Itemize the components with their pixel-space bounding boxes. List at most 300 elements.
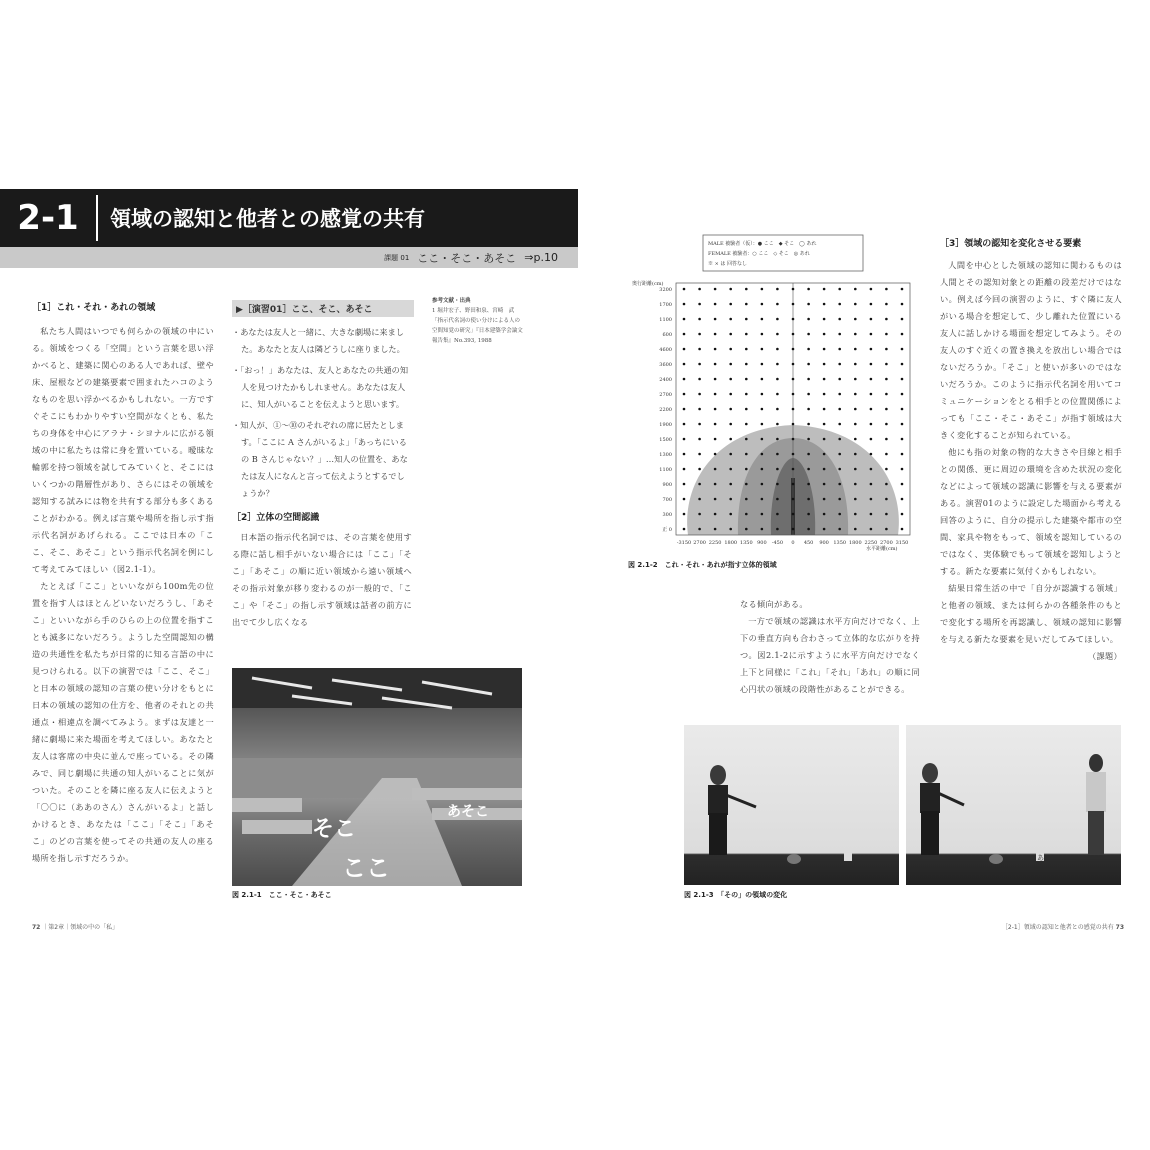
legend-line-3: ※ × は 回答なし	[708, 261, 747, 267]
chart-point	[714, 438, 717, 441]
chart-point	[870, 303, 873, 306]
y-tick-label: 1100	[659, 317, 672, 323]
chart-point	[776, 363, 779, 366]
chart-point	[885, 348, 888, 351]
wall-photo-1-drawing	[684, 725, 899, 885]
chart-point	[792, 288, 795, 291]
chart-point	[761, 363, 764, 366]
y-tick-label: 1300	[659, 452, 672, 458]
heading-1: ［1］これ・それ・あれの領域	[32, 303, 156, 313]
chart-point	[776, 483, 779, 486]
chart-point	[792, 318, 795, 321]
y-tick-label: 700	[662, 497, 672, 503]
chart-point	[901, 393, 904, 396]
chart-point	[698, 438, 701, 441]
x-tick-label: 2700	[693, 540, 706, 546]
chart-point	[854, 513, 857, 516]
chart-point	[838, 528, 841, 531]
chart-point	[761, 438, 764, 441]
chart-x-ticks	[677, 540, 909, 546]
chart-point	[870, 333, 873, 336]
chart-point	[885, 333, 888, 336]
chart-point	[870, 468, 873, 471]
chart-point	[854, 363, 857, 366]
x-tick-label: 3150	[895, 540, 909, 546]
chart-point	[745, 468, 748, 471]
chart-point	[776, 318, 779, 321]
chart-point	[761, 498, 764, 501]
chart-point	[729, 363, 732, 366]
chart-point	[792, 348, 795, 351]
chart-point	[807, 498, 810, 501]
chart-point	[792, 438, 795, 441]
x-tick-label: -450	[771, 540, 784, 546]
chart-point	[698, 363, 701, 366]
chart-point	[761, 513, 764, 516]
chart-point	[761, 468, 764, 471]
chart-svg	[628, 233, 928, 563]
x-tick-label: -3150	[676, 540, 692, 546]
chart-point	[729, 333, 732, 336]
chart-point	[683, 288, 686, 291]
chart-point	[714, 468, 717, 471]
chart-point	[854, 438, 857, 441]
chart-point	[807, 288, 810, 291]
y-tick-label: 300	[662, 512, 672, 518]
chart-point	[885, 468, 888, 471]
chart-point	[870, 528, 873, 531]
heading-2: ［2］立体の空間認識	[232, 513, 320, 523]
chart-point	[729, 483, 732, 486]
office-photo-drawing	[232, 668, 522, 886]
column-2	[232, 324, 412, 631]
chart-point	[854, 288, 857, 291]
chart-point	[854, 378, 857, 381]
y-tick-label: 1100	[659, 467, 672, 473]
chart-point	[792, 468, 795, 471]
task-tag: 課題 01	[384, 253, 410, 262]
column-1	[32, 300, 214, 867]
chart-point	[714, 333, 717, 336]
paragraph-7: 他にも指の対象の物的な大きさや目線と相手との関係、更に周辺の環境を含めた状況の変化などによって領域の認識に影響を与える要素がある。演習01のように設定した場面から考える回答のように、自分の提示した建築や都市の空間、家具や物をもって、領域を認知しているのではなく、実体験でもって領域を認知しようとする。新たな要素に気付くかもしれない。	[940, 447, 1122, 576]
chart-point	[729, 513, 732, 516]
chart-point	[854, 423, 857, 426]
y-tick-label: 1500	[659, 437, 672, 443]
chart-point	[714, 408, 717, 411]
chart-point	[838, 453, 841, 456]
chart-point	[901, 288, 904, 291]
chart-point	[885, 363, 888, 366]
chart-point	[714, 378, 717, 381]
chart-point	[729, 438, 732, 441]
section-number: 2-1	[17, 198, 79, 238]
chart-point	[885, 423, 888, 426]
chart-point	[698, 468, 701, 471]
chart-point	[792, 528, 795, 531]
chart-point	[761, 288, 764, 291]
wall-photo-2	[906, 725, 1121, 885]
chart-point	[901, 453, 904, 456]
chart-point	[870, 393, 873, 396]
chart-point	[870, 498, 873, 501]
chart-point	[698, 408, 701, 411]
chart-point	[776, 513, 779, 516]
header-divider	[96, 195, 98, 241]
bullet-1: ・あなたは友人と一緒に、大きな劇場に来ました。あなたと友人は隣どうしに座りました。	[232, 327, 405, 354]
chart-point	[823, 363, 826, 366]
chart-point	[854, 303, 857, 306]
chart-point	[683, 378, 686, 381]
chart-point	[823, 393, 826, 396]
chart-point	[698, 333, 701, 336]
chart-point	[870, 363, 873, 366]
chart-point	[901, 378, 904, 381]
chart-point	[901, 303, 904, 306]
chart-point	[823, 408, 826, 411]
chart-point	[745, 528, 748, 531]
chart-point	[714, 528, 717, 531]
chart-point	[683, 393, 686, 396]
chart-point	[885, 483, 888, 486]
chart-point	[885, 288, 888, 291]
chart-point	[885, 378, 888, 381]
x-tick-label: 0	[791, 540, 795, 546]
chart-point	[761, 483, 764, 486]
chart-point	[838, 318, 841, 321]
chart-point	[714, 513, 717, 516]
x-tick-label: 1800	[724, 540, 738, 546]
chart-point	[823, 303, 826, 306]
chart-point	[698, 483, 701, 486]
chart-point	[776, 423, 779, 426]
chart-point	[698, 318, 701, 321]
chart-point	[792, 453, 795, 456]
chart-point	[683, 333, 686, 336]
chart-point	[683, 528, 686, 531]
bullet-2: ・「おっ！」あなたは、友人とあなたの共通の知人を見つけたかもしれません。あなたは友人に、知人がいることを伝えようと思います。	[232, 365, 409, 409]
chart-point	[729, 528, 732, 531]
chart-point	[761, 453, 764, 456]
chart-point	[807, 468, 810, 471]
chart-point	[729, 318, 732, 321]
chart-point	[870, 423, 873, 426]
y-tick-label: 2700	[659, 392, 672, 398]
chart-point	[792, 483, 795, 486]
spatial-chart	[628, 233, 928, 563]
y-tick-label: 2200	[659, 407, 672, 413]
chart-point	[745, 498, 748, 501]
x-tick-label: 2250	[864, 540, 878, 546]
chart-point	[683, 498, 686, 501]
chart-point	[776, 528, 779, 531]
chart-point	[807, 408, 810, 411]
y-axis-label: 奥行距離(cm)	[632, 281, 664, 287]
chart-point	[761, 318, 764, 321]
label-soko: そこ	[312, 817, 357, 842]
chart-point	[838, 393, 841, 396]
end-mark: （課題）	[1088, 651, 1122, 661]
chart-point	[901, 483, 904, 486]
chart-point	[698, 288, 701, 291]
chart-point	[870, 438, 873, 441]
chart-point	[854, 453, 857, 456]
footer-right	[1002, 922, 1124, 931]
footer-left-text: ｜第2章｜領域の中の「私」	[42, 924, 119, 931]
chart-point	[885, 528, 888, 531]
chart-point	[901, 348, 904, 351]
chart-point	[838, 333, 841, 336]
chart-point	[823, 288, 826, 291]
chart-point	[870, 348, 873, 351]
chart-point	[823, 348, 826, 351]
chart-point	[776, 378, 779, 381]
figure-caption-2: 図 2.1-2 これ・それ・あれが指す立体的領域	[628, 561, 777, 569]
chart-point	[885, 393, 888, 396]
chart-point	[838, 303, 841, 306]
references-label: 参考文献・出典	[432, 298, 471, 304]
chart-point	[683, 408, 686, 411]
chart-point	[807, 363, 810, 366]
label-a: あ	[1037, 854, 1044, 862]
section-title: 領域の認知と他者との感覚の共有	[110, 207, 425, 231]
chart-point	[761, 423, 764, 426]
page-number-left: 72	[32, 924, 41, 931]
chart-point	[870, 378, 873, 381]
chart-point	[807, 393, 810, 396]
chart-point	[698, 498, 701, 501]
chart-point	[729, 468, 732, 471]
chart-point	[761, 333, 764, 336]
chart-point	[870, 453, 873, 456]
chart-point	[714, 348, 717, 351]
y-tick-label: 4600	[659, 347, 672, 353]
chart-point	[823, 438, 826, 441]
column-4	[940, 236, 1122, 665]
y-tick-label: 3600	[659, 362, 672, 368]
chart-point	[745, 318, 748, 321]
chart-point	[823, 423, 826, 426]
chart-point	[761, 378, 764, 381]
chart-point	[838, 378, 841, 381]
paragraph-2: たとえば「ここ」といいながら100m先の位置を指す人はほとんどいないだろうし、「あそこ」といいながら手のひらの上の位置を指すことも滅多にないだろう。ようした空間認知の構造の共通性を私たちが日常的に知る言語の中に見つけられる。以下の演習では「ここ、そこ」と日本の領域の認知の言葉の使い分けをもとに日本の領域の認知の仕方を、他者のそれとの共通点・相違点を調べてみよう。まずは友達と一緒に劇場に来た場面を考えてほしい。あなたと友人は客席の中央に並んで座っている。その隣みで、同じ劇場に共通の知人がいることに気がついた。そのことを隣に座る友人に伝えようと「〇〇に（ああのさん）さんがいるよ」と話しかけるとき、あなたは「ここ」「そこ」「あそこ」のどの言葉を使ってその共通の友人の座る場所を指し示すだろうか。	[32, 581, 214, 863]
chart-point	[698, 453, 701, 456]
chart-point	[901, 423, 904, 426]
wall-photo-2-drawing	[906, 725, 1121, 885]
chart-point	[901, 333, 904, 336]
chart-point	[698, 378, 701, 381]
bullet-3: ・知人が、①〜⑩のそれぞれの席に居たとします。「ここに A さんがいるよ」「あっちにいるの B さんじゃない？」…知人の位置を、あなたは友人になんと言って伝えようとするでしょうか？	[232, 420, 408, 498]
chart-point	[698, 348, 701, 351]
chart-point	[729, 453, 732, 456]
chart-point	[838, 423, 841, 426]
chart-point	[761, 303, 764, 306]
x-axis-label: 水平距離(cm)	[866, 546, 898, 552]
task-title: ここ・そこ・あそこ	[417, 251, 517, 265]
chart-point	[885, 303, 888, 306]
chart-point	[854, 348, 857, 351]
chart-point	[823, 333, 826, 336]
exercise-label: ▶［演習01］ここ、そこ、あそこ	[232, 300, 414, 317]
wall-photo-1	[684, 725, 899, 885]
chart-point	[870, 408, 873, 411]
chart-point	[745, 513, 748, 516]
chart-point	[776, 438, 779, 441]
chart-point	[745, 423, 748, 426]
chart-point	[792, 423, 795, 426]
paragraph-8: 結果日常生活の中で「自分が認識する領域」と他者の領域、または何らかの各種条件のもとで変化する場所を再認識し、領域の認知に影響を与える新たな要素を見いだしてみてほしい。	[940, 583, 1122, 644]
chart-point	[792, 303, 795, 306]
column-3	[740, 596, 920, 698]
chart-point	[729, 498, 732, 501]
chart-point	[714, 288, 717, 291]
chart-point	[792, 498, 795, 501]
chart-point	[683, 318, 686, 321]
chart-point	[729, 378, 732, 381]
chart-point	[838, 408, 841, 411]
chart-point	[792, 363, 795, 366]
chart-point	[901, 318, 904, 321]
chart-point	[854, 333, 857, 336]
chart-point	[776, 498, 779, 501]
chart-point	[870, 483, 873, 486]
y-tick-label: 2400	[659, 377, 672, 383]
chart-point	[761, 393, 764, 396]
chart-point	[823, 483, 826, 486]
chart-point	[714, 453, 717, 456]
chart-point	[729, 408, 732, 411]
subheader-band	[0, 247, 578, 268]
chart-point	[792, 378, 795, 381]
y-tick-label: 600	[662, 332, 672, 338]
chart-point	[776, 408, 779, 411]
chart-point	[838, 468, 841, 471]
chart-point	[683, 363, 686, 366]
chart-point	[901, 438, 904, 441]
chart-point	[683, 348, 686, 351]
chart-point	[838, 483, 841, 486]
chart-point	[885, 318, 888, 321]
chart-point	[807, 303, 810, 306]
chart-point	[885, 438, 888, 441]
chart-point	[745, 438, 748, 441]
legend-line-1: MALE 被験者（仮）：● ここ ◆ そこ ◯ あれ	[708, 241, 817, 247]
chart-point	[823, 378, 826, 381]
chart-point	[698, 528, 701, 531]
x-tick-label: 2250	[708, 540, 722, 546]
chart-point	[714, 423, 717, 426]
x-tick-label: 2700	[880, 540, 893, 546]
figure-caption-3: 図 2.1-3 「その」の領域の変化	[684, 891, 788, 899]
chart-point	[901, 468, 904, 471]
chart-point	[729, 288, 732, 291]
chart-point	[792, 408, 795, 411]
chart-point	[807, 348, 810, 351]
chart-point	[823, 453, 826, 456]
chart-point	[698, 393, 701, 396]
chart-point	[714, 483, 717, 486]
chart-point	[807, 333, 810, 336]
chart-point	[714, 363, 717, 366]
y-tick-label: 3200	[659, 287, 672, 293]
chart-y-ticks	[659, 287, 672, 533]
chart-point	[714, 498, 717, 501]
paragraph-5: 一方で領域の認識は水平方向だけでなく、上下の垂直方向も合わさって立体的な広がりを持つ。図2.1-2に示すように水平方向だけでなく上下と同様に「これ」「それ」「あれ」の順に同心円状の領域の段階性があることができる。	[740, 616, 920, 694]
x-tick-label: 900	[757, 540, 767, 546]
chart-point	[807, 483, 810, 486]
references-text: 1 堀井宏子、野田和泉、宮崎 武 「指示代名詞の使い分けによる人の空間知覚の研究」『日本建築学会論文報告集』No.393, 1988	[432, 308, 523, 344]
chart-point	[885, 513, 888, 516]
chart-point	[776, 468, 779, 471]
chart-point	[776, 393, 779, 396]
chart-point	[761, 528, 764, 531]
chart-point	[714, 318, 717, 321]
chart-point	[870, 318, 873, 321]
x-tick-label: 900	[819, 540, 829, 546]
chart-point	[776, 303, 779, 306]
chart-point	[698, 303, 701, 306]
figure-caption-1: 図 2.1-1 ここ・そこ・あそこ	[232, 891, 332, 899]
chart-point	[745, 378, 748, 381]
chart-point	[823, 318, 826, 321]
page-number-right: 73	[1115, 924, 1124, 931]
heading-3: ［3］領域の認知を変化させる要素	[940, 239, 1082, 249]
chart-point	[729, 348, 732, 351]
chart-point	[683, 513, 686, 516]
chart-point	[683, 423, 686, 426]
chart-point	[729, 423, 732, 426]
page-ref: ⇒p.10	[524, 251, 558, 264]
chart-point	[776, 333, 779, 336]
chart-point	[698, 423, 701, 426]
x-tick-label: 1350	[739, 540, 753, 546]
office-photo	[232, 668, 522, 886]
chart-point	[870, 288, 873, 291]
label-koko: ここ	[342, 854, 390, 882]
chart-point	[714, 393, 717, 396]
legend-line-2: FEMALE 被験者：○ ここ ◇ そこ ◎ あれ	[708, 251, 810, 257]
chart-point	[838, 348, 841, 351]
chart-point	[729, 393, 732, 396]
chart-point	[885, 453, 888, 456]
x-tick-label: 1350	[833, 540, 847, 546]
y-tick-label: 正 0	[662, 527, 672, 533]
chart-point	[729, 303, 732, 306]
x-tick-label: 450	[803, 540, 814, 546]
paragraph-6: 人間を中心とした領域の認知に関わるものは人間とその認知対象との距離の段差だけではない。例えば今回の演習のように、すぐ隣に友人がいる場合を想定して、少し離れた位置にいる友人に話しかける場面を想定してみよう。その友人のすぐ近くの置き換えを放出しい場合ではないだろうか。「そこ」と使いが多いのではないだろうか。このように指示代名詞を用いてコミュニケーションをとる相手との位置関係によっても「ここ・そこ・あそこ」が指す領域は大きく変化することが知られている。	[940, 260, 1122, 440]
chart-point	[854, 528, 857, 531]
chart-point	[854, 468, 857, 471]
chart-point	[838, 513, 841, 516]
chart-point	[901, 363, 904, 366]
chart-point	[776, 348, 779, 351]
chart-point	[901, 513, 904, 516]
chart-point	[792, 333, 795, 336]
chart-point	[854, 498, 857, 501]
chart-point	[745, 303, 748, 306]
chart-point	[823, 468, 826, 471]
chart-point	[901, 408, 904, 411]
chart-point	[885, 498, 888, 501]
chart-point	[823, 498, 826, 501]
chart-point	[901, 528, 904, 531]
chart-point	[745, 363, 748, 366]
chart-point	[792, 393, 795, 396]
chart-point	[792, 513, 795, 516]
chart-point	[745, 333, 748, 336]
paragraph-1: 私たち人間はいつでも何らかの領域の中にいる。領域をつくる「空間」という言葉を思い浮かべると、建築に関心のある人であれば、壁や床、屋根などの建築要素で囲まれたハコのようなものを思い浮かべるかもしれない。一方ですぐそこにもわかりやすい空間がなくとも、私たちの身体を中心にアラナ・シヨナルに広がる領域の中に私たちは常に身を置いている。曖昧な輪郭を持つ領域を試してみていくと、そこにはいくつかの階層性があり、さらにはその領域を認知する試みには物を共有する部分も多くあることがわかる。例えば言葉や場所を指し示す指示代名詞があげられる。ここでは日本の「ここ、そこ、あそこ」という指示代名詞を例にして考えてみてほしい（図2.1-1）。	[32, 326, 214, 574]
chart-point	[807, 318, 810, 321]
x-tick-label: 1800	[848, 540, 862, 546]
